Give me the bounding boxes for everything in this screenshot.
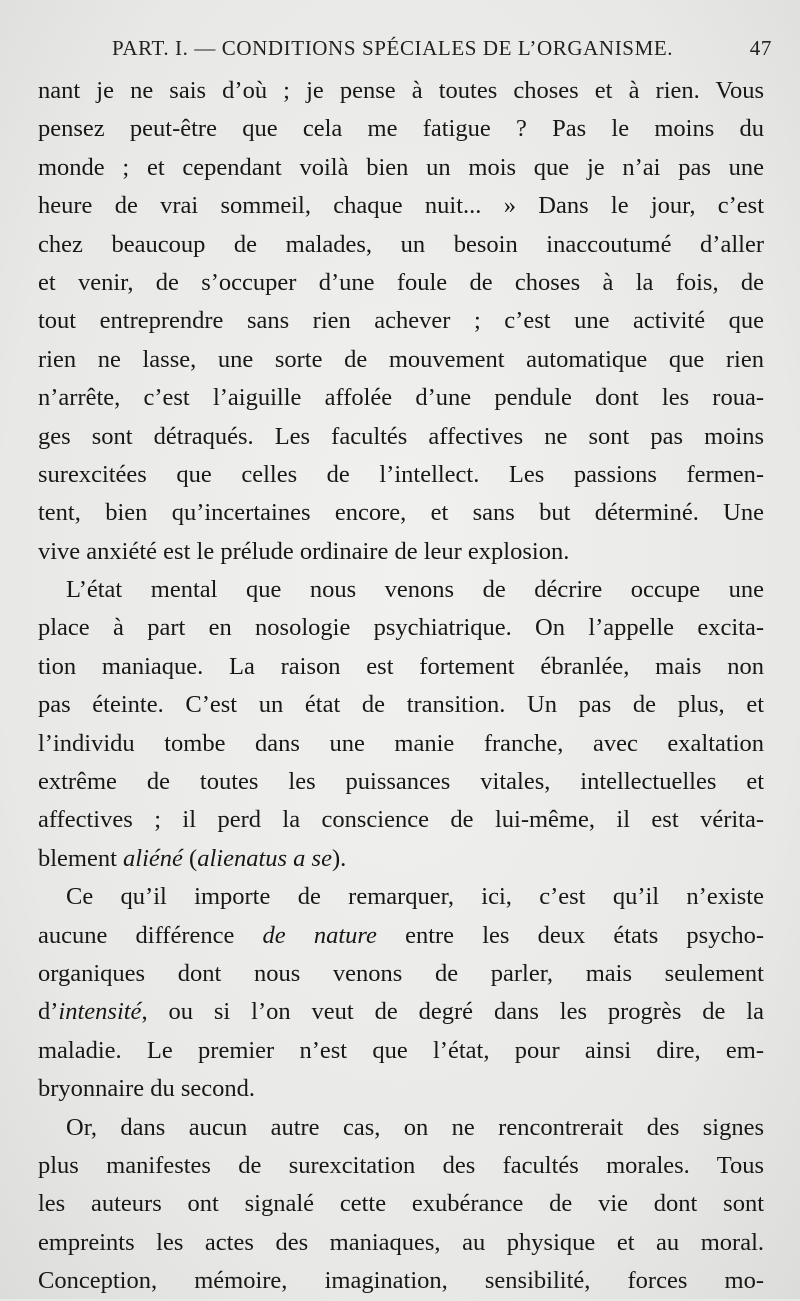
text-line: chez beaucoup de malades, un besoin inaccoutumé d’aller: [38, 230, 764, 258]
text-line: Conception, mémoire, imagination, sensibilité, forces mo-: [38, 1267, 764, 1295]
text-line: affectives ; il perd la conscience de lui-même, il est vérita-: [38, 806, 764, 834]
text-line: pas éteinte. C’est un état de transition. Un pas de plus, et: [38, 691, 764, 719]
running-title: PART. I. — CONDITIONS SPÉCIALES DE L’ORGANISME.: [112, 36, 674, 60]
text-line: rien ne lasse, une sorte de mouvement automatique que rien: [38, 345, 764, 373]
text-line: bryonnaire du second.: [38, 1075, 256, 1103]
running-header: [112, 30, 772, 66]
text-line: maladie. Le premier n’est que l’état, pour ainsi dire, em-: [38, 1036, 764, 1064]
text-line: empreints les actes des maniaques, au physique et au moral.: [38, 1228, 764, 1256]
text-line: tout entreprendre sans rien achever ; c’est une activité que: [38, 307, 764, 335]
text-line: tion maniaque. La raison est fortement ébranlée, mais non: [38, 652, 764, 680]
text-line: les auteurs ont signalé cette exubérance de vie dont sont: [38, 1190, 764, 1218]
text-line: ges sont détraqués. Les facultés affectives ne sont pas moins: [38, 422, 764, 450]
paragraph-start-line: Ce qu’il importe de remarquer, ici, c’est qu’il n’existe: [66, 883, 764, 911]
text-line: et venir, de s’occuper d’une foule de choses à la fois, de: [38, 268, 764, 296]
text-line: organiques dont nous venons de parler, mais seulement: [38, 959, 764, 987]
text-line: n’arrête, c’est l’aiguille affolée d’une pendule dont les roua-: [38, 384, 764, 412]
italic-term: alienatus a se: [197, 844, 332, 872]
text-line: blement aliéné (alienatus a se).: [38, 844, 347, 872]
text-line: surexcitées que celles de l’intellect. Les passions fermen-: [38, 460, 764, 488]
text-line: place à part en nosologie psychiatrique. On l’appelle excita-: [38, 614, 764, 642]
text-line: plus manifestes de surexcitation des facultés morales. Tous: [38, 1151, 764, 1179]
text-line: nant je ne sais d’où ; je pense à toutes choses et à rien. Vous: [38, 77, 764, 104]
body-text: [38, 72, 764, 1301]
text-line: monde ; et cependant voilà bien un mois que je n’ai pas une: [38, 153, 764, 181]
text-line: tent, bien qu’incertaines encore, et sans but déterminé. Une: [38, 499, 764, 527]
paragraph-start-line: Or, dans aucun autre cas, on ne rencontrerait des signes: [66, 1113, 764, 1141]
text-line: pensez peut-être que cela me fatigue ? Pas le moins du: [38, 115, 764, 143]
italic-term: de nature: [262, 921, 377, 949]
italic-term: aliéné: [123, 844, 183, 872]
text-line: d’intensité, ou si l’on veut de degré dans les progrès de la: [38, 998, 764, 1026]
italic-term: intensité: [58, 998, 142, 1026]
page-number: 47: [749, 36, 772, 60]
text-line: vive anxiété est le prélude ordinaire de leur explosion.: [38, 537, 570, 565]
text-line: heure de vrai sommeil, chaque nuit... » Dans le jour, c’est: [38, 192, 764, 220]
paragraph-start-line: L’état mental que nous venons de décrire occupe une: [66, 576, 764, 604]
text-line: aucune différence de nature entre les deux états psycho-: [38, 921, 764, 949]
text-line: extrême de toutes les puissances vitales, intellectuelles et: [38, 768, 764, 796]
text-line: l’individu tombe dans une manie franche, avec exaltation: [38, 729, 764, 757]
